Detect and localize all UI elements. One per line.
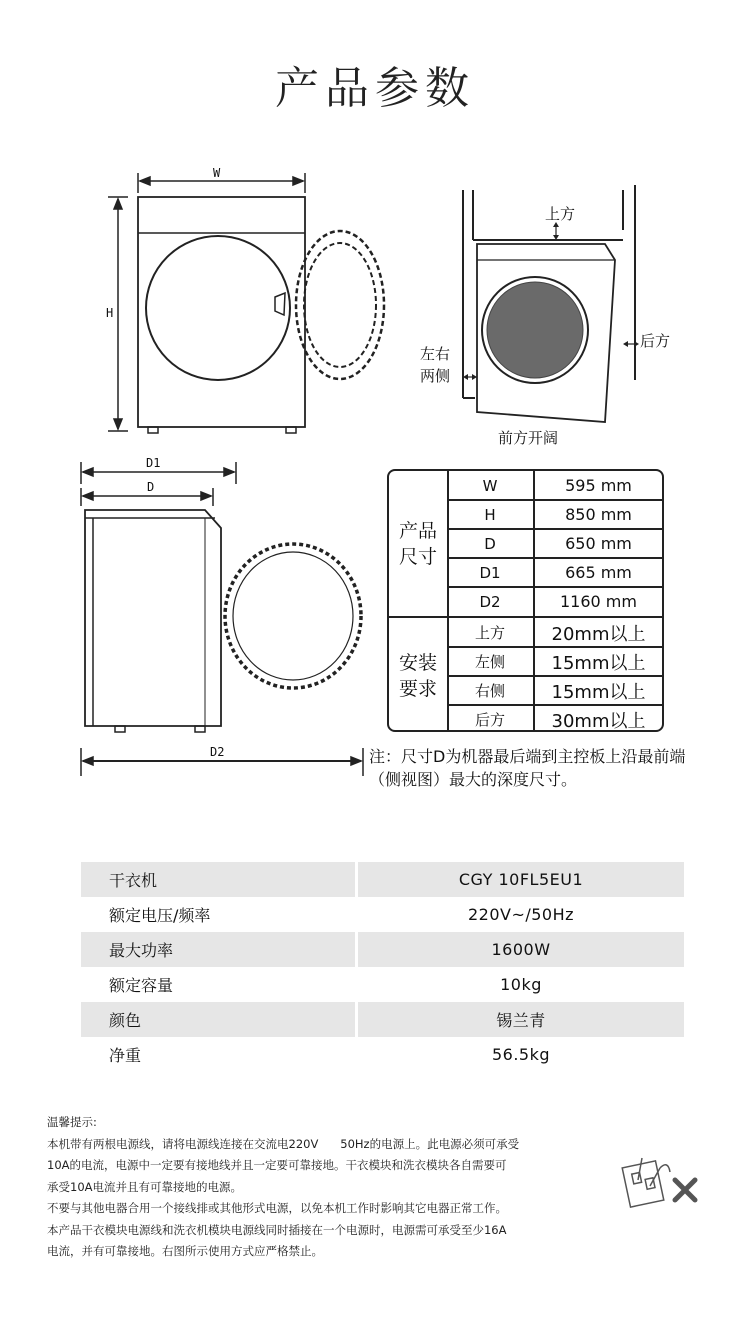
spec-row-d: D 650 mm <box>447 529 662 558</box>
product-row: 额定容量 10kg <box>81 967 684 1002</box>
clearance-back-label: 后方 <box>640 332 671 350</box>
d-label: D <box>147 480 155 494</box>
spec-row-back: 后方 30mm以上 <box>447 705 662 732</box>
tips-line: 电流，并有可靠接地。右图所示使用方式应严格禁止。 <box>47 1244 323 1258</box>
clearance-top-label: 上方 <box>545 205 576 223</box>
side-view-diagram <box>75 458 375 778</box>
front-view-diagram <box>100 165 400 440</box>
clearance-front-label: 前方开阔 <box>498 429 559 447</box>
d2-label: D2 <box>210 745 225 759</box>
page-title: 产品参数 <box>275 63 475 114</box>
tips-line: 10A的电流，电源中一定要有接地线并且一定要可靠接地。干衣模块和洗衣模块各自需要可 <box>47 1158 507 1172</box>
product-row: 额定电压/频率 220V~/50Hz <box>81 897 684 932</box>
spec-table <box>387 469 664 732</box>
d1-label: D1 <box>146 456 161 470</box>
w-label: W <box>213 166 221 180</box>
install-category: 安装 要求 <box>389 618 449 732</box>
tips-line: 不要与其他电器合用一个接线排或其他形式电源，以免本机工作时影响其它电器正常工作。 <box>47 1201 507 1215</box>
tips-line: 本产品干衣模块电源线和洗衣机模块电源线同时插接在一个电源时，电源需可承受至少16A <box>47 1222 507 1237</box>
size-category: 产品 尺寸 <box>389 471 449 617</box>
spec-row-w: W 595 mm <box>447 471 662 500</box>
spec-row-right: 右侧 15mm以上 <box>447 676 662 705</box>
product-row: 净重 56.5kg <box>81 1037 684 1072</box>
tips-heading: 温馨提示: <box>47 1115 97 1129</box>
tips-section <box>47 1112 607 1263</box>
spec-row-h: H 850 mm <box>447 500 662 529</box>
clearance-sides-label-2: 两侧 <box>420 367 451 385</box>
product-row: 干衣机 CGY 10FL5EU1 <box>81 862 684 897</box>
h-label: H <box>106 306 114 320</box>
product-table <box>81 862 684 1072</box>
dimension-note: 注：尺寸D为机器最后端到主控板上沿最前端（侧视图）最大的深度尺寸。 <box>369 747 686 789</box>
clearance-sides-label-1: 左右 <box>420 345 451 363</box>
spec-row-d1: D1 665 mm <box>447 558 662 587</box>
spec-row-d2: D2 1160 mm <box>447 587 662 616</box>
tips-line: 承受10A电流并且有可靠接地的电源。 <box>47 1179 242 1194</box>
product-row: 最大功率 1600W <box>81 932 684 967</box>
spec-row-top: 上方 20mm以上 <box>447 618 662 647</box>
product-row: 颜色 锡兰青 <box>81 1002 684 1037</box>
prohibited-power-strip-icon <box>620 1150 710 1220</box>
tips-line: 本机带有两根电源线，请将电源线连接在交流电220V 50Hz的电源上。此电源必须可承受 <box>47 1136 520 1151</box>
spec-row-left: 左侧 15mm以上 <box>447 647 662 676</box>
